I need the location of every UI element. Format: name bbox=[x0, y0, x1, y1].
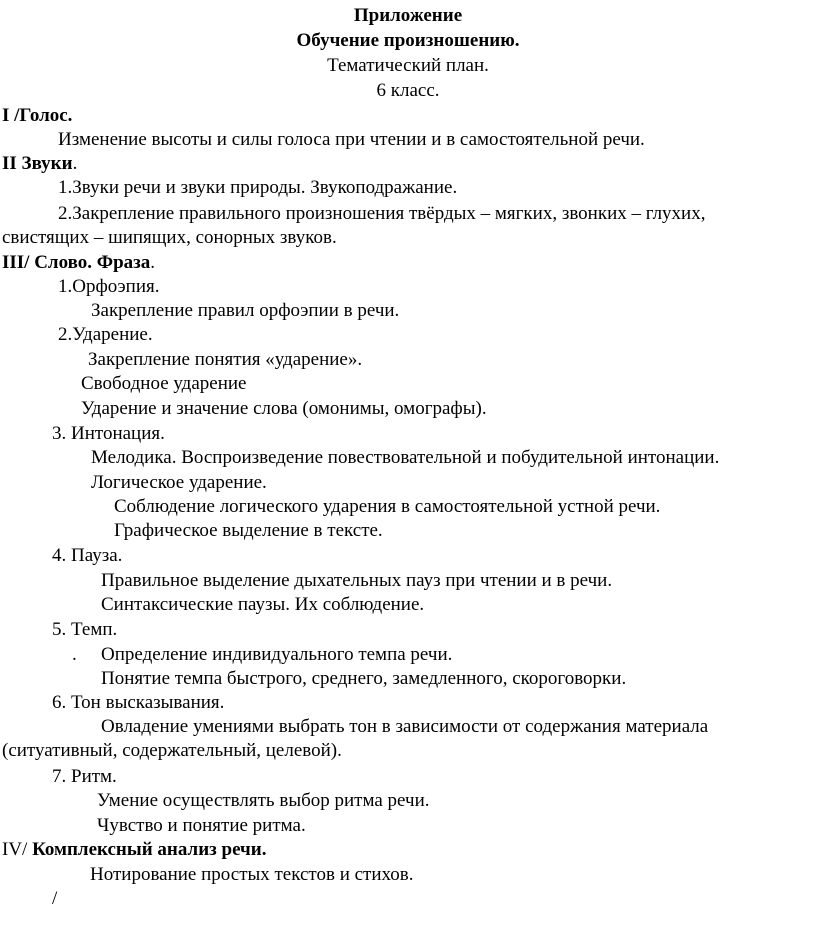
subsection-tempo-title: 5. Темп. bbox=[52, 619, 118, 640]
intonation-text-1: Мелодика. Воспроизведение повествовательной и побудительной интонации. bbox=[91, 447, 720, 468]
section-4-heading-prefix: IV/ bbox=[2, 839, 33, 860]
document-title: Обучение произношению. bbox=[296, 30, 520, 51]
tempo-dot: . bbox=[72, 644, 77, 665]
section-3-heading bbox=[2, 251, 155, 274]
intonation-text-4: Графическое выделение в тексте. bbox=[114, 520, 383, 541]
tempo-text-1: Определение индивидуального темпа речи. bbox=[101, 644, 453, 665]
subsection-pause-title: 4. Пауза. bbox=[52, 545, 123, 566]
subsection-tone-title: 6. Тон высказывания. bbox=[52, 692, 225, 713]
tone-text-2: (ситуативный, содержательный, целевой). bbox=[2, 740, 342, 761]
section-1-heading: I /Голос. bbox=[2, 105, 73, 126]
appendix-label: Приложение bbox=[353, 5, 463, 26]
section-2-heading-tail: . bbox=[72, 153, 78, 174]
section-3-heading-text: III/ Слово. Фраза bbox=[2, 252, 151, 273]
section-2-item-1: 1.Звуки речи и звуки природы. Звукоподражание. bbox=[58, 177, 458, 198]
section-3-heading-tail: . bbox=[150, 252, 156, 273]
section-4-heading bbox=[2, 838, 266, 861]
subsection-stress-title: 2.Ударение. bbox=[58, 324, 153, 345]
stress-text-1: Закрепление понятия «ударение». bbox=[88, 349, 363, 370]
section-2-item-2: 2.Закрепление правильного произношения твёрдых – мягких, звонких – глухих, bbox=[58, 203, 706, 224]
section-4-heading-text: Комплексный анализ речи. bbox=[32, 839, 267, 860]
orthoepy-text: Закрепление правил орфоэпии в речи. bbox=[91, 300, 400, 321]
tempo-text-2: Понятие темпа быстрого, среднего, замедленного, скороговорки. bbox=[101, 668, 627, 689]
document-subtitle: Тематический план. bbox=[327, 55, 489, 76]
section-4-slash: / bbox=[52, 888, 58, 909]
section-4-text: Нотирование простых текстов и стихов. bbox=[90, 864, 414, 885]
section-1-text: Изменение высоты и силы голоса при чтении и в самостоятельной речи. bbox=[58, 129, 645, 150]
subsection-orthoepy-title: 1.Орфоэпия. bbox=[58, 276, 160, 297]
section-2-heading-text: II Звуки bbox=[2, 153, 73, 174]
intonation-text-3: Соблюдение логического ударения в самостоятельной устной речи. bbox=[114, 496, 661, 517]
pause-text-1: Правильное выделение дыхательных пауз при чтении и в речи. bbox=[101, 570, 613, 591]
subsection-rhythm-title: 7. Ритм. bbox=[52, 766, 117, 787]
rhythm-text-2: Чувство и понятие ритма. bbox=[97, 815, 306, 836]
rhythm-text-1: Умение осуществлять выбор ритма речи. bbox=[97, 790, 430, 811]
intonation-text-2: Логическое ударение. bbox=[91, 472, 267, 493]
pause-text-2: Синтаксические паузы. Их соблюдение. bbox=[101, 594, 425, 615]
tone-text-1: Овладение умениями выбрать тон в зависимости от содержания материала bbox=[101, 716, 709, 737]
grade-label: 6 класс. bbox=[376, 80, 440, 101]
stress-text-2: Свободное ударение bbox=[81, 373, 247, 394]
section-2-item-2-cont: свистящих – шипящих, сонорных звуков. bbox=[2, 227, 337, 248]
stress-text-3: Ударение и значение слова (омонимы, омографы). bbox=[81, 398, 487, 419]
subsection-intonation-title: 3. Интонация. bbox=[52, 423, 165, 444]
section-2-heading bbox=[2, 152, 77, 175]
